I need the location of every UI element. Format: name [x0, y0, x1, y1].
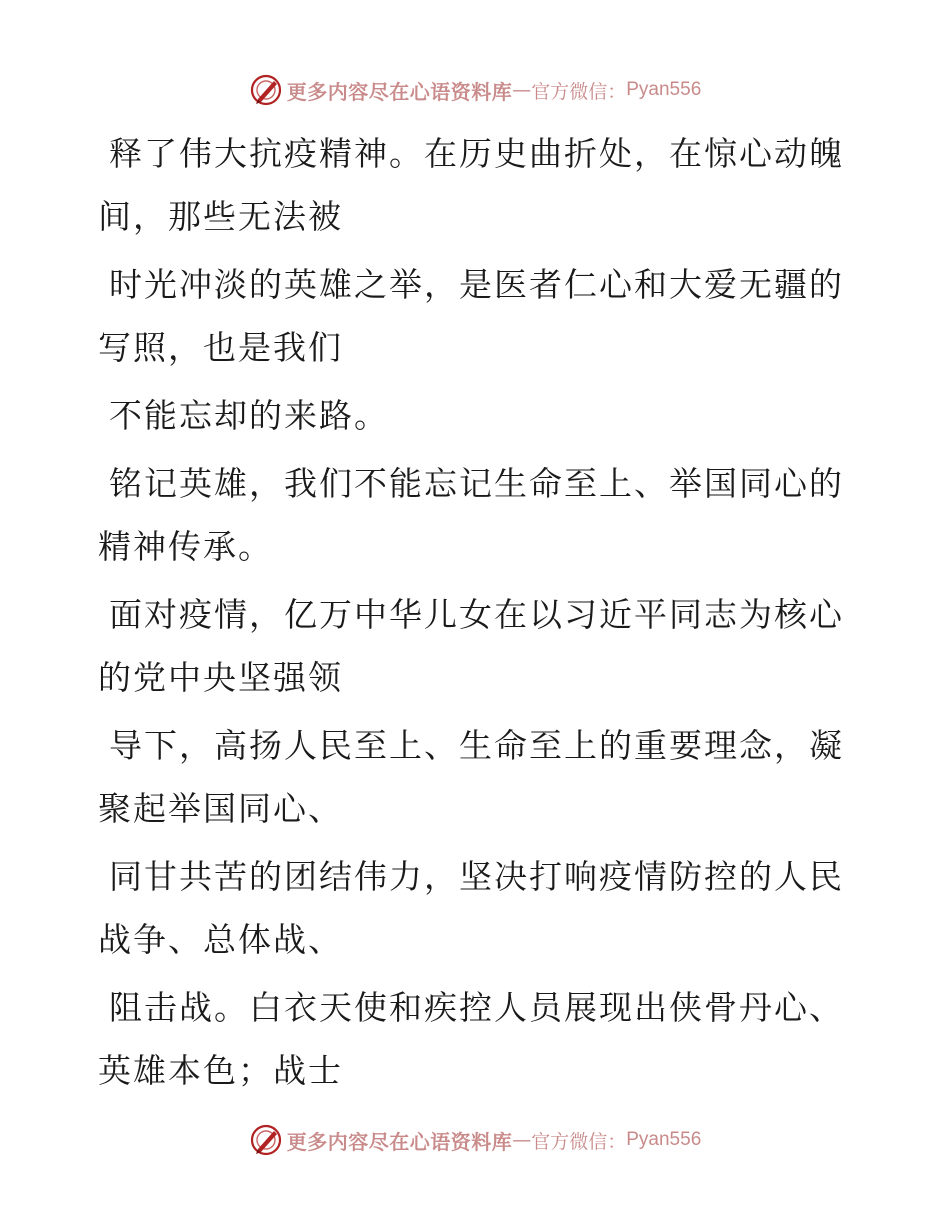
banner-wechat-id: Pyan556 — [626, 79, 702, 100]
paragraph — [98, 714, 844, 840]
paragraph-line: 铭记英雄，我们不能忘记生命至上、举国同心的 — [109, 464, 844, 503]
banner-main-text: 更多内容尽在心语资料库 — [286, 1129, 513, 1154]
header-banner — [0, 70, 950, 110]
paragraph-line: 精神传承。 — [98, 527, 273, 566]
pen-logo-icon — [249, 73, 283, 107]
paragraph — [98, 384, 838, 447]
paragraph-line: 阻击战。白衣天使和疾控人员展现出侠骨丹心、 — [109, 988, 844, 1027]
paragraph-line: 英雄本色；战士 — [98, 1051, 343, 1090]
banner-wechat-label: 官方微信： — [531, 1130, 627, 1153]
pen-logo-icon — [249, 1123, 283, 1157]
paragraph-line: 聚起举国同心、 — [98, 789, 343, 828]
paragraph-line: 面对疫情，亿万中华儿女在以习近平同志为核心 — [109, 595, 844, 634]
paragraph — [98, 583, 844, 709]
paragraph-line: 的党中央坚强领 — [98, 658, 343, 697]
paragraph — [98, 845, 844, 971]
paragraph — [98, 452, 844, 578]
paragraph-line: 间，那些无法被 — [98, 197, 343, 236]
footer-banner — [0, 1120, 950, 1160]
document-body — [98, 122, 844, 1107]
paragraph — [98, 122, 844, 248]
banner-separator: — — [512, 1129, 532, 1151]
paragraph-line: 释了伟大抗疫精神。在历史曲折处，在惊心动魄 — [109, 134, 844, 173]
paragraph-line: 战争、总体战、 — [98, 920, 343, 959]
paragraph-line: 同甘共苦的团结伟力，坚决打响疫情防控的人民 — [109, 857, 844, 896]
banner-wechat-id: Pyan556 — [626, 1129, 702, 1150]
banner-wechat-label: 官方微信： — [531, 80, 627, 103]
paragraph — [98, 976, 844, 1102]
banner-main-text: 更多内容尽在心语资料库 — [286, 79, 513, 104]
paragraph-line: 导下，高扬人民至上、生命至上的重要理念，凝 — [109, 726, 844, 765]
paragraph — [98, 253, 844, 379]
paragraph-line: 不能忘却的来路。 — [109, 396, 389, 435]
paragraph-line: 时光冲淡的英雄之举，是医者仁心和大爱无疆的 — [109, 265, 844, 304]
paragraph-line: 写照，也是我们 — [98, 328, 343, 367]
banner-separator: — — [512, 79, 532, 101]
